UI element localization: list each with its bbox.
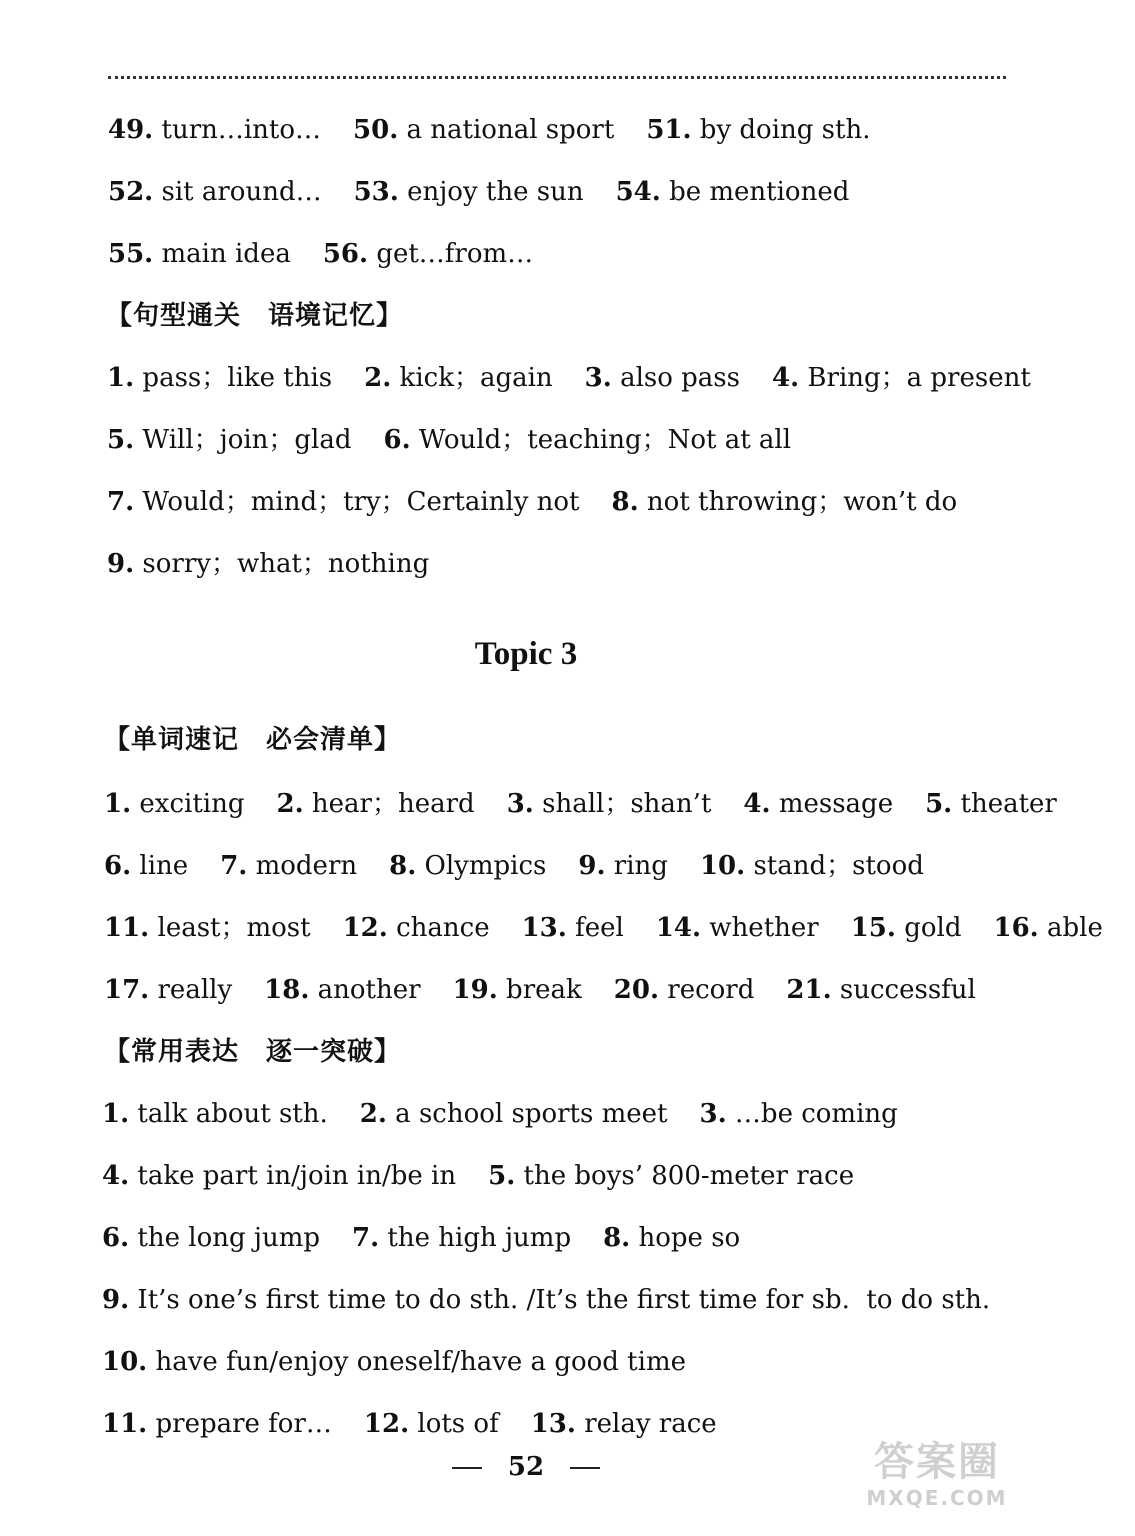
answer-number: 1. xyxy=(104,789,132,819)
answer-number: 3. xyxy=(506,789,534,819)
answer-text: …be coming xyxy=(726,1099,898,1129)
answer-item xyxy=(107,363,332,393)
answer-text: Would；teaching；Not at all xyxy=(410,425,792,455)
answer-text: able xyxy=(1038,913,1103,943)
answer-item xyxy=(453,975,582,1005)
answer-number: 9. xyxy=(578,851,606,881)
answer-text: enjoy the sun xyxy=(398,177,584,207)
answer-line xyxy=(104,850,956,882)
answer-item xyxy=(107,487,580,517)
answer-line xyxy=(108,238,565,270)
answer-text: really xyxy=(149,975,233,1005)
answer-line xyxy=(107,486,989,518)
answer-item xyxy=(102,1347,686,1377)
answer-number: 4. xyxy=(102,1161,130,1191)
answer-text: a school sports meet xyxy=(386,1099,668,1129)
answer-text: talk about sth. xyxy=(129,1099,328,1129)
answer-item xyxy=(993,913,1102,943)
answer-number: 1. xyxy=(107,363,135,393)
dotted-top-rule xyxy=(108,76,1006,79)
answer-item xyxy=(102,1285,990,1315)
answer-number: 17. xyxy=(104,975,150,1005)
answer-text: relay race xyxy=(575,1409,717,1439)
answer-text: record xyxy=(659,975,755,1005)
answer-item xyxy=(603,1223,740,1253)
answer-item xyxy=(614,975,755,1005)
answer-text: prepare for… xyxy=(147,1409,332,1439)
section-heading-sentences: 【句型通关 语境记忆】 xyxy=(106,301,404,331)
answer-line xyxy=(107,362,1063,394)
answer-text: sit around… xyxy=(153,177,322,207)
answer-item xyxy=(700,1099,898,1129)
answer-text: least；most xyxy=(149,913,311,943)
answer-text: Bring；a present xyxy=(799,363,1031,393)
answer-text: get…from… xyxy=(368,239,534,269)
answer-text: Olympics xyxy=(416,851,547,881)
answer-item xyxy=(102,1161,456,1191)
answer-number: 6. xyxy=(383,425,411,455)
answer-number: 11. xyxy=(104,913,150,943)
answer-line xyxy=(108,114,902,146)
answer-number: 10. xyxy=(102,1347,148,1377)
answer-item xyxy=(585,363,740,393)
answer-item xyxy=(354,177,584,207)
answer-text: shall；shan’t xyxy=(533,789,712,819)
answer-line xyxy=(107,424,823,456)
answer-text: kick；again xyxy=(391,363,553,393)
answer-text: the boys’ 800-meter race xyxy=(515,1161,855,1191)
answer-number: 56. xyxy=(322,239,369,269)
answer-number: 12. xyxy=(363,1409,410,1439)
answer-item xyxy=(656,913,819,943)
answer-text: line xyxy=(131,851,189,881)
answer-text: the long jump xyxy=(129,1223,320,1253)
page-number-value: 52 xyxy=(507,1452,545,1482)
answer-line xyxy=(104,912,1135,944)
answer-text: It’s one’s first time to do sth. /It’s the first time for sb. to do sth. xyxy=(129,1285,991,1315)
answer-text: Would；mind；try；Certainly not xyxy=(134,487,580,517)
watermark-logo-text: 答案圈 xyxy=(874,1439,1000,1485)
answer-number: 13. xyxy=(521,913,567,943)
answer-item xyxy=(364,1409,499,1439)
watermark-site-text: MXQE.COM xyxy=(866,1486,1008,1510)
answer-item xyxy=(102,1099,328,1129)
answer-text: also pass xyxy=(611,363,740,393)
answer-item xyxy=(108,177,322,207)
answer-item xyxy=(851,913,962,943)
answer-item xyxy=(364,363,553,393)
answer-item xyxy=(772,363,1031,393)
answer-item xyxy=(488,1161,854,1191)
answer-number: 16. xyxy=(993,913,1039,943)
answer-number: 9. xyxy=(102,1285,130,1315)
answer-item xyxy=(360,1099,668,1129)
answer-item xyxy=(384,425,792,455)
answer-item xyxy=(104,789,245,819)
answer-text: take part in/join in/be in xyxy=(129,1161,457,1191)
answer-item xyxy=(323,239,533,269)
answer-text: gold xyxy=(895,913,962,943)
answer-item xyxy=(507,789,712,819)
answer-text: feel xyxy=(566,913,624,943)
answer-text: sorry；what；nothing xyxy=(134,549,430,579)
answer-text: another xyxy=(309,975,421,1005)
section-heading-words: 【单词速记 必会清单】 xyxy=(104,725,402,755)
answer-number: 8. xyxy=(611,487,639,517)
answer-text: have fun/enjoy oneself/have a good time xyxy=(147,1347,686,1377)
answer-text: hear；heard xyxy=(303,789,475,819)
answer-text: main idea xyxy=(153,239,291,269)
answer-text: exciting xyxy=(131,789,245,819)
answer-text: hope so xyxy=(630,1223,741,1253)
section-heading-expressions: 【常用表达 逐一突破】 xyxy=(104,1037,402,1067)
answer-number: 11. xyxy=(102,1409,148,1439)
answer-item xyxy=(352,1223,571,1253)
answer-number: 55. xyxy=(108,239,154,269)
answer-item xyxy=(108,115,321,145)
answer-number: 6. xyxy=(104,851,132,881)
answer-number: 10. xyxy=(699,851,746,881)
answer-item xyxy=(353,115,614,145)
answer-number: 9. xyxy=(107,549,135,579)
answer-line xyxy=(107,548,461,580)
answer-item xyxy=(104,975,232,1005)
answer-item xyxy=(616,177,850,207)
answer-item xyxy=(220,851,357,881)
answer-line xyxy=(102,1222,772,1254)
answer-number: 8. xyxy=(389,851,417,881)
answer-text: ring xyxy=(605,851,668,881)
answer-number: 1. xyxy=(102,1099,130,1129)
answer-number: 3. xyxy=(584,363,612,393)
answer-number: 12. xyxy=(342,913,388,943)
answer-item xyxy=(107,425,352,455)
answer-number: 5. xyxy=(488,1161,516,1191)
answer-item xyxy=(343,913,490,943)
answer-number: 3. xyxy=(699,1099,727,1129)
answer-number: 51. xyxy=(646,115,692,145)
answer-item xyxy=(786,975,975,1005)
answer-line xyxy=(104,788,1089,820)
answer-number: 14. xyxy=(655,913,702,943)
answer-item xyxy=(522,913,624,943)
answer-text: whether xyxy=(701,913,819,943)
answer-number: 19. xyxy=(452,975,498,1005)
answer-item xyxy=(700,851,924,881)
answer-text: modern xyxy=(247,851,358,881)
answer-text: be mentioned xyxy=(660,177,850,207)
answer-text: break xyxy=(497,975,582,1005)
answer-item xyxy=(104,851,188,881)
answer-text: by doing sth. xyxy=(691,115,871,145)
answer-text: pass；like this xyxy=(134,363,333,393)
answer-number: 52. xyxy=(108,177,154,207)
answer-line xyxy=(102,1408,749,1440)
answer-number: 7. xyxy=(220,851,248,881)
answer-text: a national sport xyxy=(398,115,615,145)
answer-item xyxy=(531,1409,717,1439)
answer-line xyxy=(102,1160,886,1192)
answer-number: 4. xyxy=(771,363,800,393)
answer-text: not throwing；won’t do xyxy=(638,487,958,517)
answer-text: lots of xyxy=(409,1409,499,1439)
answer-item xyxy=(108,239,291,269)
answer-line xyxy=(104,974,1008,1006)
answer-number: 7. xyxy=(107,487,135,517)
answer-item xyxy=(578,851,668,881)
answer-number: 49. xyxy=(108,115,154,145)
answer-item xyxy=(102,1409,332,1439)
answer-line xyxy=(102,1098,930,1130)
answer-item xyxy=(389,851,546,881)
watermark-logo xyxy=(862,1438,1012,1516)
answer-text: successful xyxy=(831,975,976,1005)
answer-number: 18. xyxy=(264,975,310,1005)
answer-item xyxy=(264,975,420,1005)
answer-number: 50. xyxy=(353,115,399,145)
answer-item xyxy=(612,487,958,517)
answer-number: 2. xyxy=(276,789,304,819)
answer-text: turn…into… xyxy=(153,115,322,145)
answer-number: 2. xyxy=(359,1099,387,1129)
answer-number: 5. xyxy=(925,789,953,819)
answer-number: 6. xyxy=(102,1223,130,1253)
answer-item xyxy=(646,115,870,145)
answer-text: theater xyxy=(952,789,1057,819)
answer-line xyxy=(108,176,881,208)
answer-text: stand；stood xyxy=(745,851,924,881)
answer-number: 8. xyxy=(603,1223,631,1253)
answer-item xyxy=(104,913,311,943)
answer-item xyxy=(277,789,475,819)
topic-title: Topic 3 xyxy=(474,636,578,672)
answer-item xyxy=(743,789,893,819)
answer-number: 7. xyxy=(352,1223,380,1253)
answer-number: 13. xyxy=(530,1409,576,1439)
answer-number: 20. xyxy=(613,975,660,1005)
answer-item xyxy=(102,1223,320,1253)
answer-number: 2. xyxy=(364,363,392,393)
answer-number: 4. xyxy=(743,789,771,819)
page-number-left-dash xyxy=(452,1467,482,1469)
answer-text: Will；join；glad xyxy=(134,425,352,455)
page-number-right-dash xyxy=(570,1467,600,1469)
answer-text: message xyxy=(770,789,894,819)
answer-item xyxy=(925,789,1057,819)
answer-item xyxy=(107,549,429,579)
answer-text: the high jump xyxy=(379,1223,572,1253)
answer-number: 53. xyxy=(353,177,399,207)
answer-number: 15. xyxy=(850,913,896,943)
answer-number: 5. xyxy=(107,425,135,455)
answer-text: chance xyxy=(387,913,490,943)
answer-line xyxy=(102,1284,1022,1316)
answer-line xyxy=(102,1346,718,1378)
answer-number: 54. xyxy=(615,177,661,207)
answer-number: 21. xyxy=(786,975,832,1005)
